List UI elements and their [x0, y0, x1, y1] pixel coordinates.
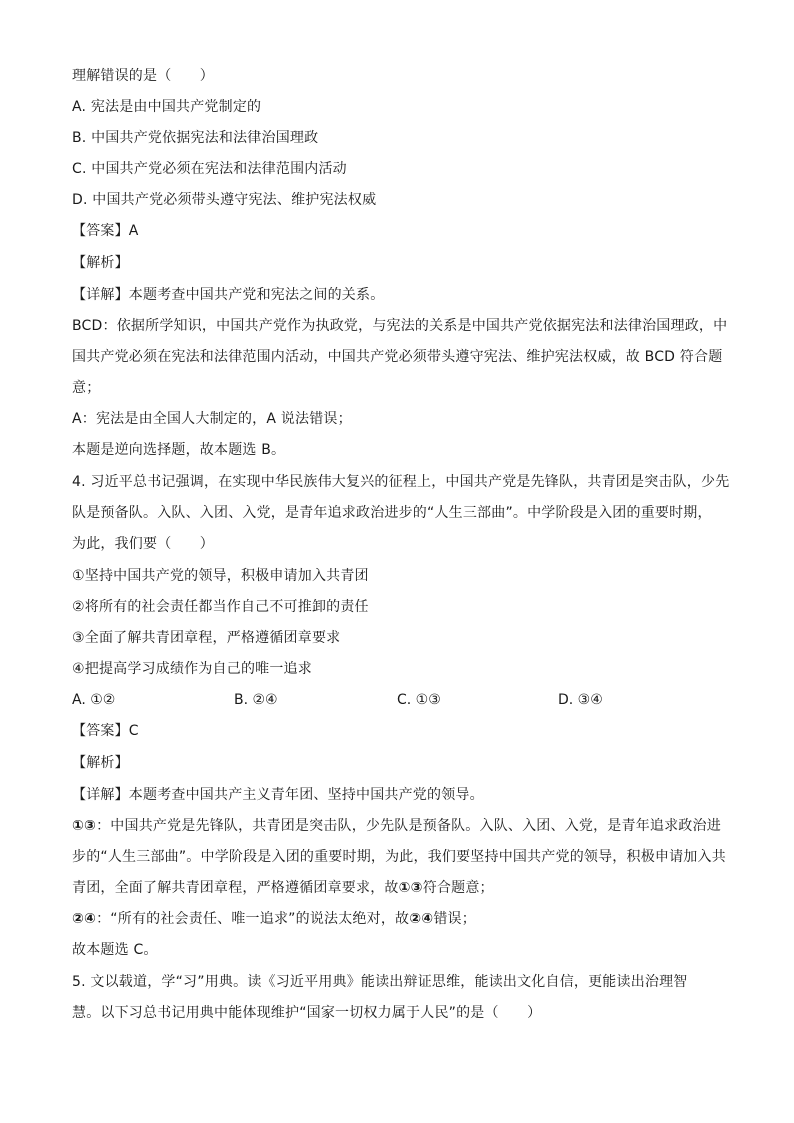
- q3-bcd-line-1: BCD：依据所学知识，中国共产党作为执政党，与宪法的关系是中国共产党依据宪法和法律治国理政，中: [72, 318, 728, 334]
- q3-option-c: C. 中国共产党必须在宪法和法律范围内活动: [72, 161, 347, 177]
- q4-item-2: ②将所有的社会责任都当作自己不可推卸的责任: [72, 599, 369, 615]
- q4-choice-c: C. ①③: [397, 692, 441, 708]
- q4-stem-line-3: 为此，我们要（ ）: [72, 536, 214, 552]
- q4-analysis-label: 【解析】: [72, 755, 129, 771]
- q4-detail: 【详解】本题考查中国共产主义青年团、坚持中国共产党的领导。: [72, 787, 484, 803]
- q4-stem-line-1: 4. 习近平总书记强调，在实现中华民族伟大复兴的征程上，中国共产党是先锋队，共青团是突击队，少先: [72, 474, 730, 490]
- q3-detail: 【详解】本题考查中国共产党和宪法之间的关系。: [72, 287, 385, 303]
- q4-p24-label: ②④: [72, 911, 97, 927]
- q5-stem-line-1: 5. 文以载道，学“习”用典。读《习近平用典》能读出辩证思维，能读出文化自信，更能读出治理智: [72, 974, 688, 990]
- q4-choices: [72, 690, 722, 710]
- q4-choice-a: A. ①②: [72, 692, 116, 708]
- q3-a-line: A：宪法是由全国人大制定的，A 说法错误；: [72, 411, 352, 427]
- q3-option-a: A. 宪法是由中国共产党制定的: [72, 99, 262, 115]
- q4-p13-label: ①③: [72, 818, 97, 834]
- q4-p13-line-1: [72, 816, 722, 836]
- q4-stem-line-2: 队是预备队。入队、入团、入党，是青年追求政治进步的“人生三部曲”。中学阶段是入团的重要时期，: [72, 505, 712, 521]
- q4-conclusion: 故本题选 C。: [72, 942, 158, 958]
- q4-item-4: ④把提高学习成绩作为自己的唯一追求: [72, 661, 312, 677]
- q4-p24-inline-label: ②④: [409, 911, 434, 927]
- q3-stem-tail: 理解错误的是（ ）: [72, 68, 214, 84]
- q4-p13-text-3a: 青团，全面了解共青团章程，严格遵循团章要求，故: [72, 880, 399, 896]
- q4-answer: 【答案】C: [72, 723, 139, 739]
- q4-p13-inline-label: ①③: [398, 880, 423, 896]
- q4-choice-b: B. ②④: [234, 692, 278, 708]
- q3-analysis-label: 【解析】: [72, 255, 129, 271]
- q4-p13-text-1: ：中国共产党是先锋队，共青团是突击队，少先队是预备队。入队、入团、入党，是青年追求政治进: [96, 818, 721, 834]
- q4-p13-text-3c: 符合题意；: [422, 880, 494, 896]
- q4-p13-line-3: [72, 878, 722, 898]
- q4-choice-d: D. ③④: [558, 692, 603, 708]
- q4-item-1: ①坚持中国共产党的领导，积极申请加入共青团: [72, 568, 369, 584]
- q4-item-3: ③全面了解共青团章程，严格遵循团章要求: [72, 630, 341, 646]
- q3-conclusion: 本题是逆向选择题，故本题选 B。: [72, 442, 286, 458]
- q3-answer: 【答案】A: [72, 223, 139, 239]
- q5-stem-line-2: 慧。以下习总书记用典中能体现维护“国家一切权力属于人民”的是（ ）: [72, 1005, 542, 1021]
- q4-p24-line: [72, 909, 722, 929]
- q3-option-b: B. 中国共产党依据宪法和法律治国理政: [72, 130, 319, 146]
- q4-p13-line-2: 步的“人生三部曲”。中学阶段是入团的重要时期，为此，我们要坚持中国共产党的领导，积极申请加入共: [72, 849, 726, 865]
- q4-p24-text-c: 错误；: [433, 911, 476, 927]
- q3-bcd-line-2: 国共产党必须在宪法和法律范围内活动，中国共产党必须带头遵守宪法、维护宪法权威，故 BCD 符合题: [72, 349, 723, 365]
- q4-p24-text-a: ：“所有的社会责任、唯一追求”的说法太绝对，故: [96, 911, 410, 927]
- q3-bcd-line-3: 意；: [72, 380, 101, 396]
- q3-option-d: D. 中国共产党必须带头遵守宪法、维护宪法权威: [72, 192, 377, 208]
